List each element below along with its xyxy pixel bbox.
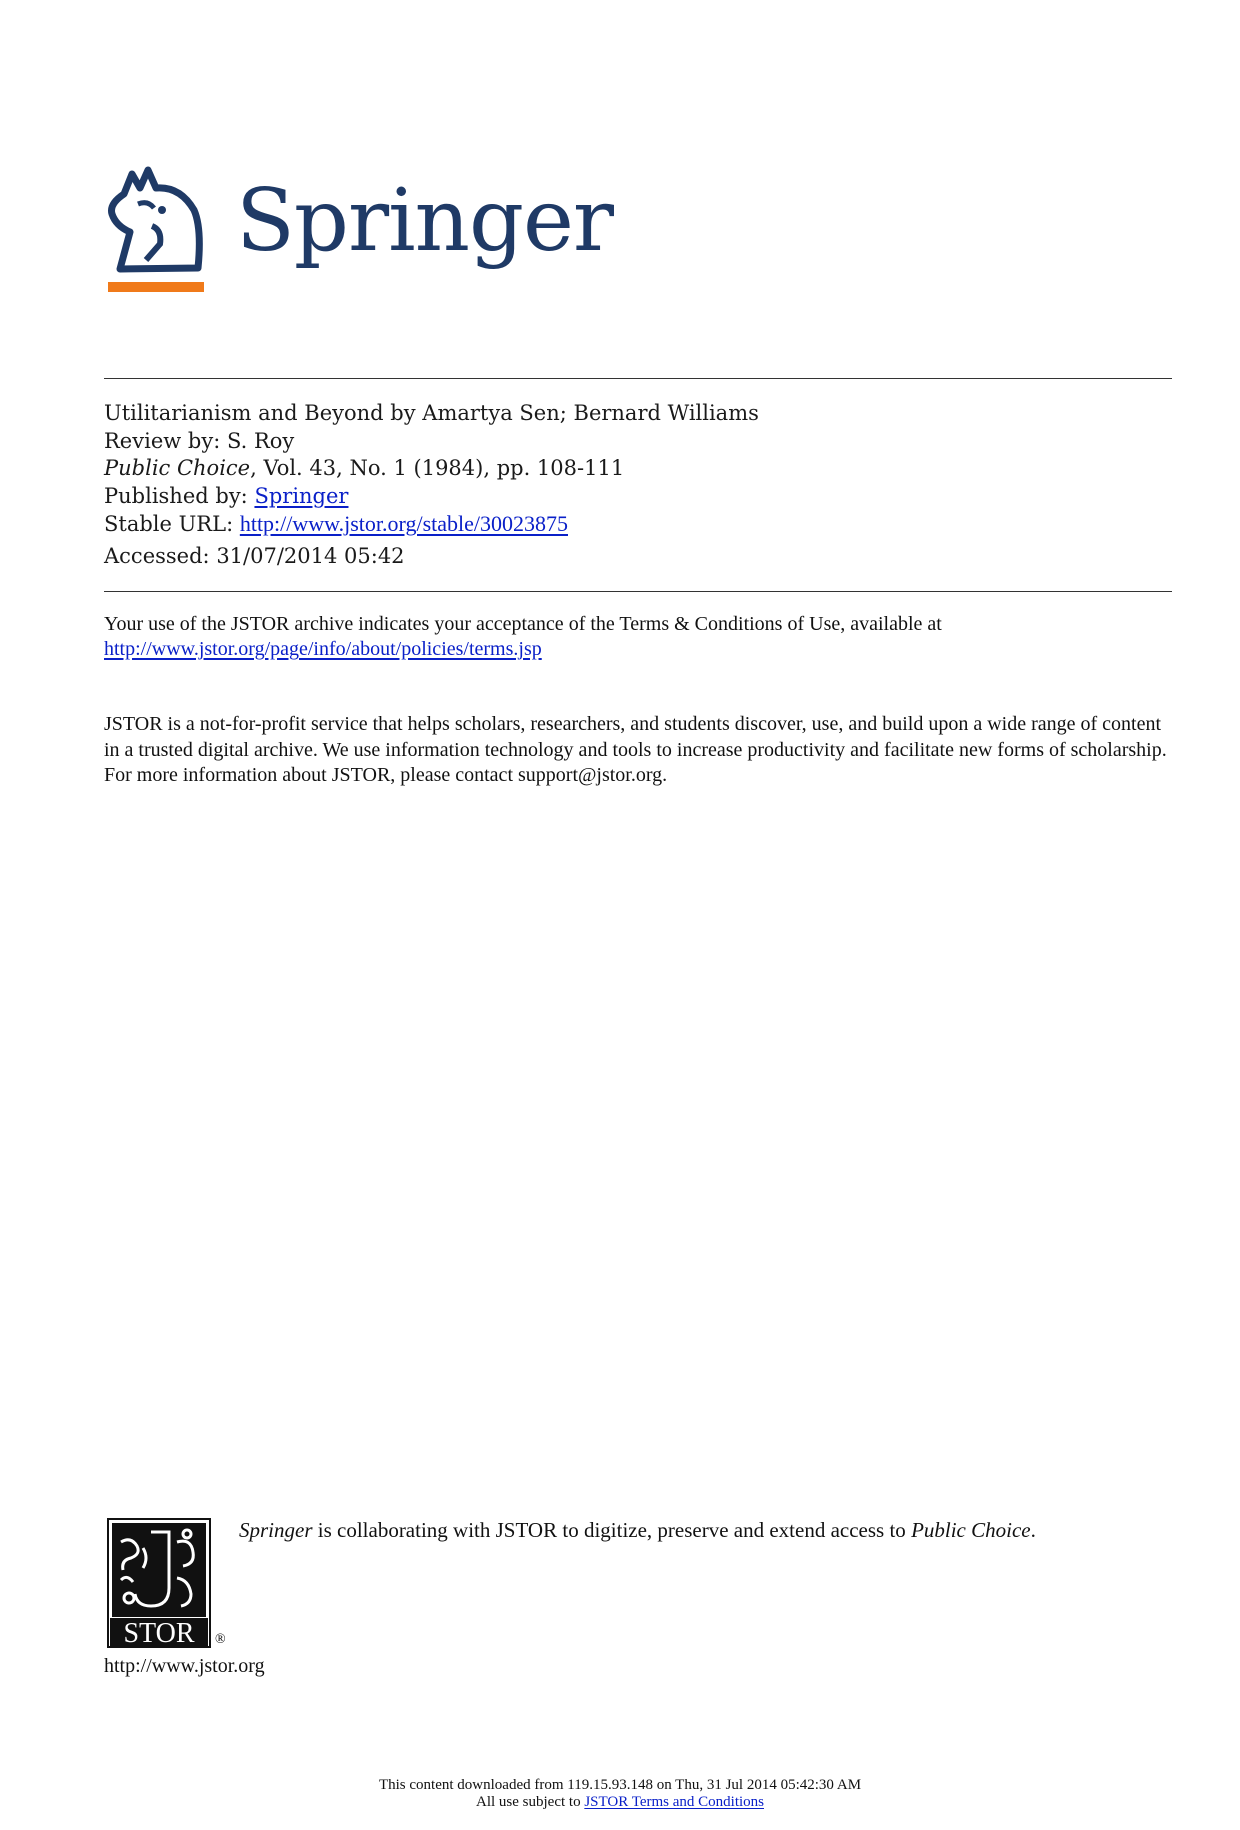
registered-mark: ® (215, 1632, 226, 1647)
stable-url-label: Stable URL: (104, 512, 234, 536)
terms-text: Your use of the JSTOR archive indicates your acceptance of the Terms & Conditions of Use, available at (104, 613, 942, 635)
springer-wordmark: Springer (236, 171, 614, 271)
use-prefix: All use subject to (476, 1794, 585, 1810)
collab-publisher: Springer (239, 1518, 313, 1542)
terms-conditions-link[interactable]: JSTOR Terms and Conditions (584, 1794, 764, 1810)
reviewer-name: S. Roy (226, 428, 295, 453)
terms-paragraph (104, 612, 1172, 662)
top-rule (104, 378, 1172, 379)
jstor-url: http://www.jstor.org (104, 1655, 265, 1677)
article-title: Utilitarianism and Beyond by Amartya Sen; Bernard Williams (104, 401, 759, 425)
collab-journal: Public Choice (911, 1518, 1031, 1542)
download-footer (0, 1777, 1240, 1811)
accessed-line (104, 543, 1172, 571)
jstor-logo (107, 1518, 211, 1648)
knight-icon (104, 164, 214, 294)
review-by-label: Review by: (104, 428, 221, 453)
about-jstor-paragraph: JSTOR is a not-for-profit service that helps scholars, researchers, and students discover, use, and build upon a wide range of content in a trusted digital archive. We use information technology and tools to increase productivity and facilitate new forms of scholarship. For more information about JSTOR, please contact support@jstor.org. (104, 713, 1167, 786)
use-line (0, 1794, 1240, 1811)
journal-line (104, 455, 1172, 483)
stable-url-line (104, 510, 1172, 539)
citation-block (104, 400, 1172, 570)
review-by-line (104, 428, 1172, 456)
accessed-label: Accessed: (104, 543, 210, 568)
collab-end: . (1030, 1518, 1036, 1542)
publisher-link[interactable]: Springer (254, 483, 349, 508)
jstor-logo-text: STOR (123, 1618, 195, 1648)
journal-name: Public Choice (104, 456, 251, 480)
journal-details: , Vol. 43, No. 1 (1984), pp. 108-111 (250, 456, 625, 480)
published-by-line (104, 483, 1172, 511)
collaboration-statement (239, 1518, 1036, 1543)
terms-link[interactable]: http://www.jstor.org/page/info/about/policies/terms.jsp (104, 638, 542, 660)
bottom-rule (104, 591, 1172, 592)
stable-url-link[interactable]: http://www.jstor.org/stable/30023875 (239, 511, 568, 536)
jstor-emblem-icon (107, 1518, 211, 1648)
collab-middle: is collaborating with JSTOR to digitize, preserve and extend access to (312, 1518, 912, 1542)
download-line: This content downloaded from 119.15.93.148 on Thu, 31 Jul 2014 05:42:30 AM (378, 1777, 862, 1793)
accessed-date: 31/07/2014 05:42 (216, 543, 405, 568)
springer-logo (104, 164, 614, 294)
logo-underline (108, 282, 204, 292)
published-by-label: Published by: (104, 483, 248, 508)
